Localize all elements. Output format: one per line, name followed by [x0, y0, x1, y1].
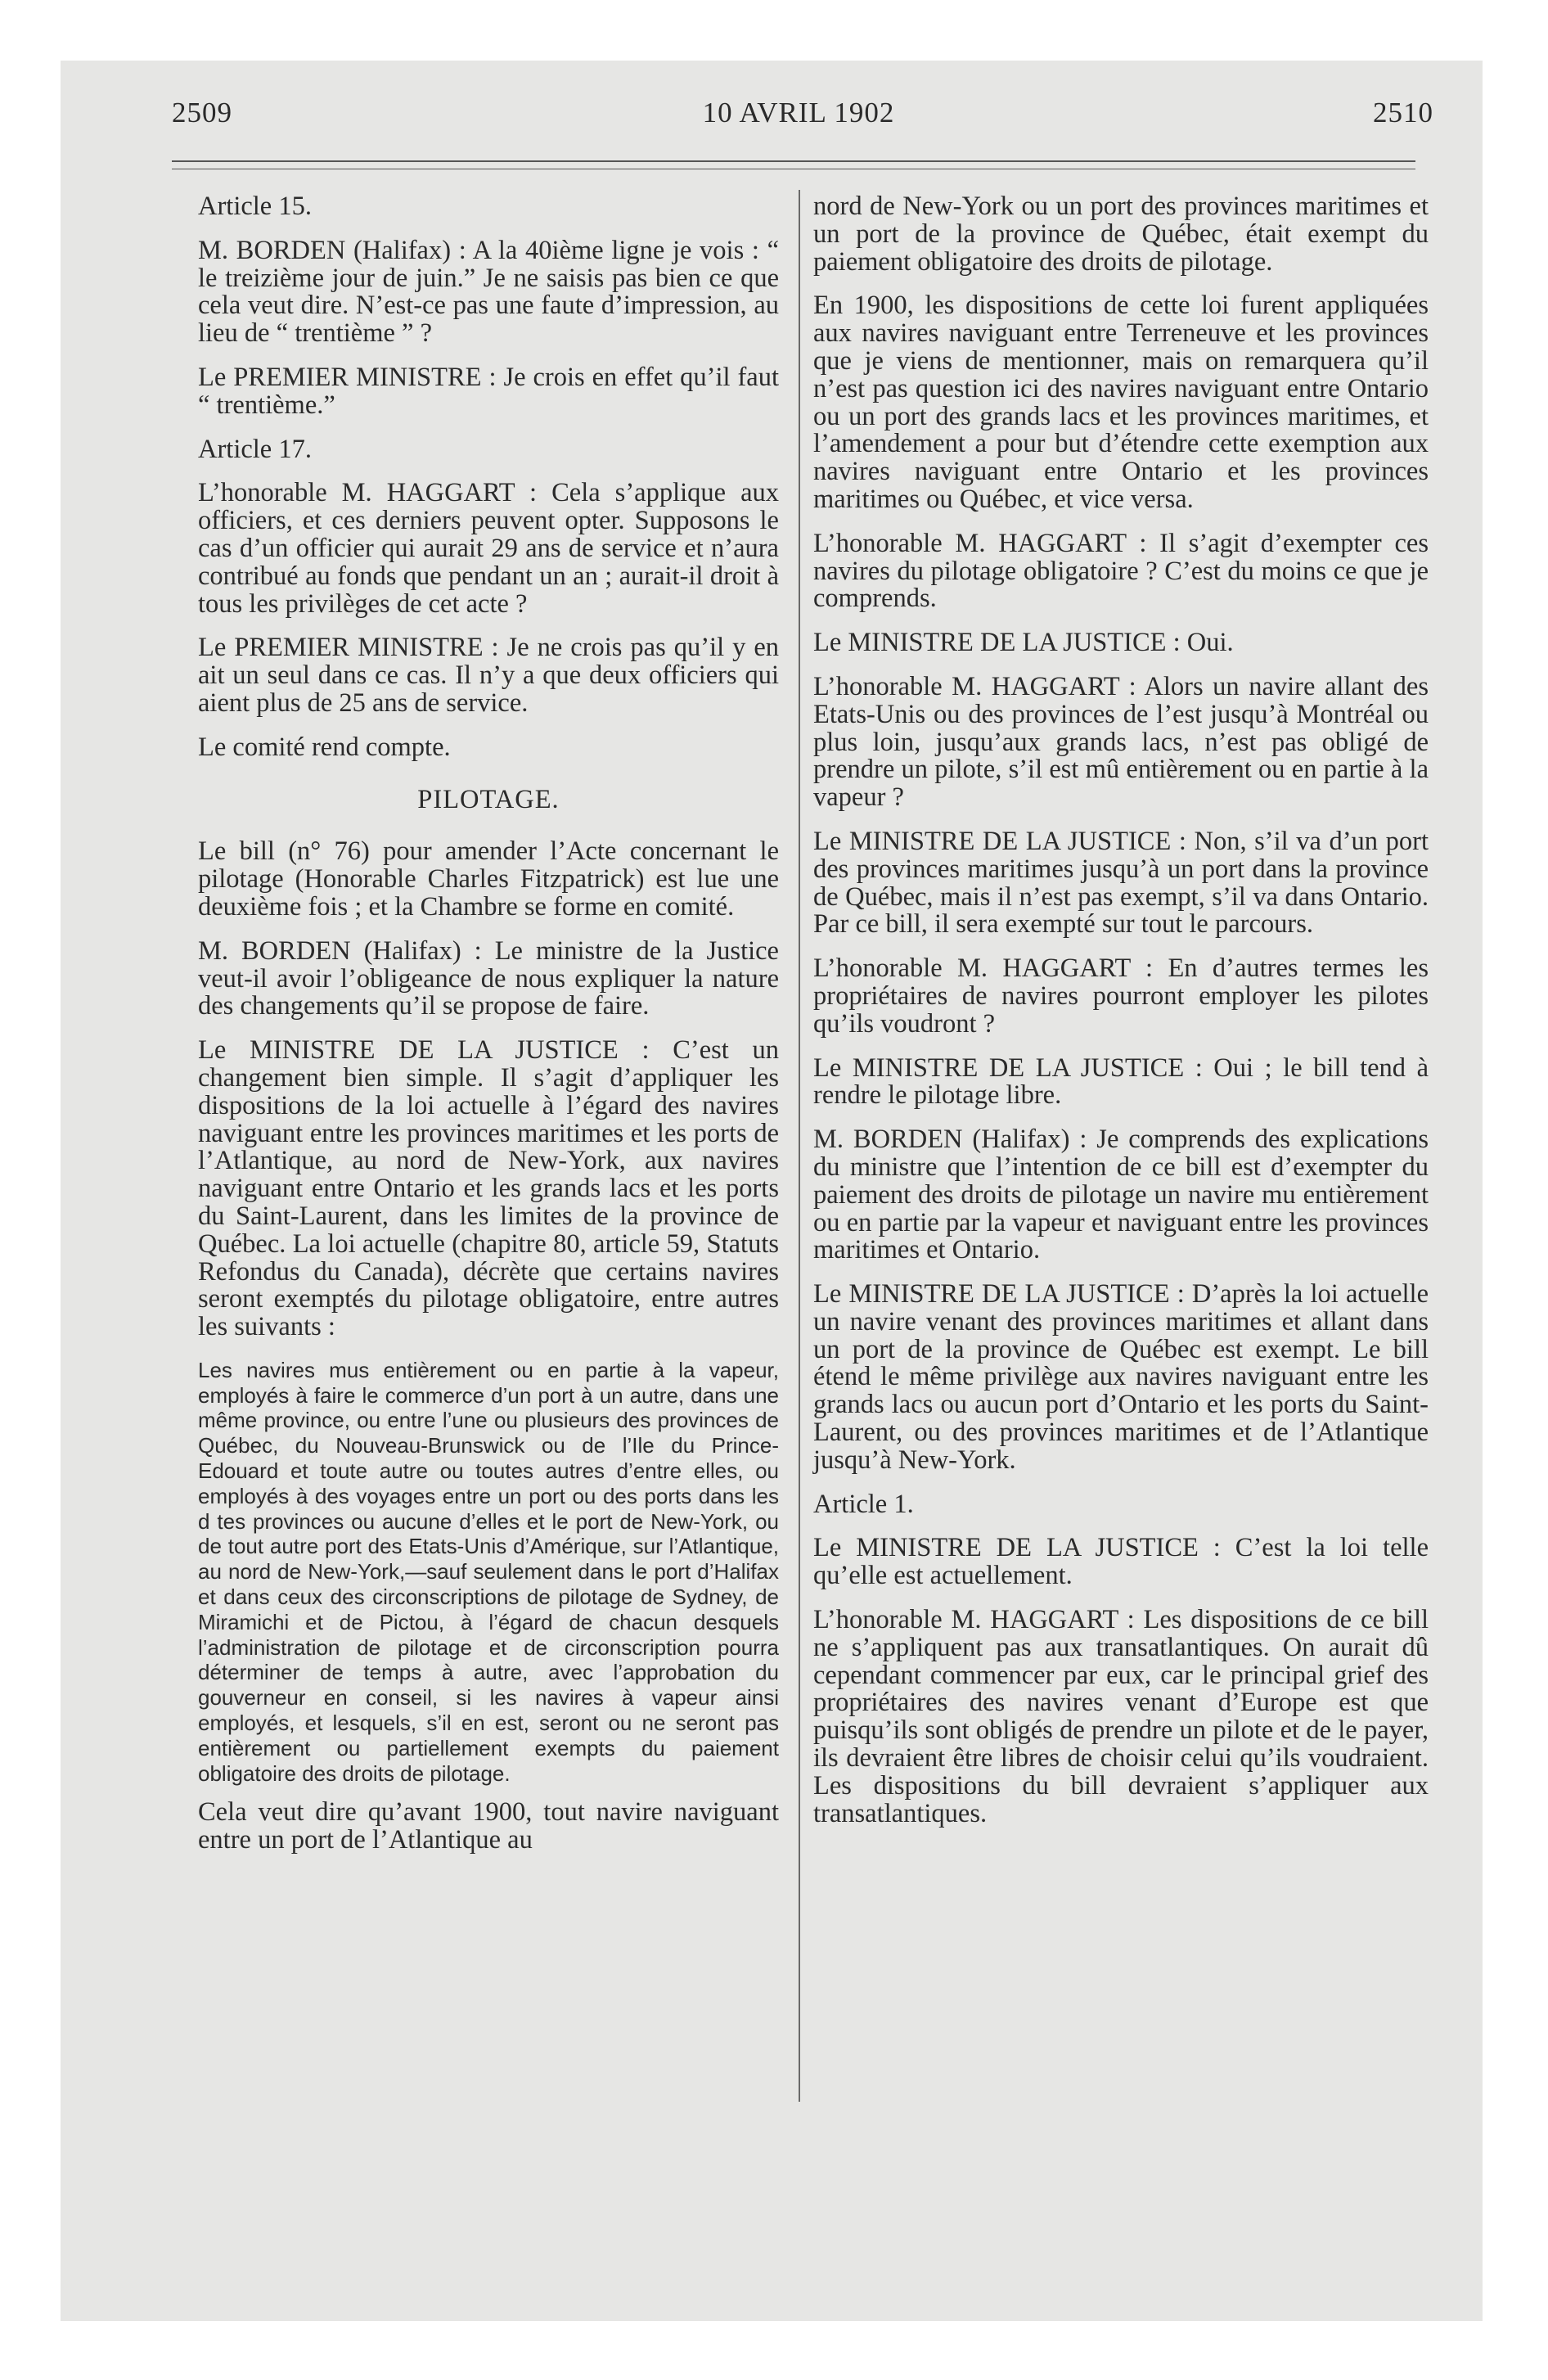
paragraph: Le MINISTRE DE LA JUSTICE : C’est la loi telle qu’elle est actuellement.	[813, 1533, 1429, 1591]
column-divider	[799, 190, 800, 2102]
paragraph: Le MINISTRE DE LA JUSTICE : Oui.	[813, 628, 1234, 658]
paragraph: Le MINISTRE DE LA JUSTICE : D’après la loi actuelle un navire venant des provinces maritimes et allant dans un port de la province de Québec est exempt. Le bill étend le même privilège aux navires naviguant entre les grands lacs ou aucun port d’Ontario et les ports du Saint-Laurent, ou des provinces maritimes et de l’Atlantique jusqu’à New-York.	[813, 1279, 1429, 1475]
paragraph: M. BORDEN (Halifax) : Je comprends des explications du ministre que l’intention de ce bill est d’exempter du paiement des droits de pilotage un navire mu entièrement ou en partie par la vapeur et naviguant entre les provinces maritimes et Ontario.	[813, 1125, 1429, 1265]
paragraph: Le bill (n° 76) pour amender l’Acte concernant le pilotage (Honorable Charles Fitzpatrick) est lue une deuxième fois ; et la Chambre se forme en comité.	[198, 836, 779, 922]
paragraph: Le MINISTRE DE LA JUSTICE : C’est un changement bien simple. Il s’agit d’appliquer les dispositions de la loi actuelle à l’égard des navires naviguant entre les provinces maritimes et les ports de l’Atlantique, au nord de New-York, aux navires naviguant entre Ontario et les grands lacs et les ports du Saint-Laurent, dans les limites de la province de Québec. La loi actuelle (chapitre 80, article 59, Statuts Refondus du Canada), décrète que certains navires seront exemptés du pilotage obligatoire, entre autres les suivants :	[198, 1035, 779, 1342]
article-heading: Article 17.	[198, 434, 312, 464]
header-date: 10 AVRIL 1902	[702, 97, 895, 128]
paragraph: L’honorable M. HAGGART : Alors un navire allant des Etats-Unis ou des provinces de l’est jusqu’à Montréal ou plus loin, jusqu’aux grands lacs, n’est pas obligé de prendre un pilote, s’il est mû entièrement ou en partie à la vapeur ?	[813, 671, 1429, 813]
page-number-right: 2510	[1373, 97, 1433, 128]
article-heading: Article 15.	[198, 192, 312, 221]
running-header	[164, 97, 1433, 137]
paragraph: L’honorable M. HAGGART : En d’autres termes les propriétaires de navires pourront employer les pilotes qu’ils voudront ?	[813, 953, 1429, 1039]
statute-quote: Les navires mus entièrement ou en partie à la vapeur, employés à faire le commerce d’un port à un autre, dans une même province, ou entre l’une ou plusieurs des provinces de Québec, du Nouveau-Brunswick ou de l’Ile du Prince-Edouard et toute autre ou toutes autres d’entre elles, ou employés à des voyages entre un port ou des ports dans les d tes provinces ou aucune d’elles et le port de New-York, ou de tout autre port des Etats-Unis d’Amérique, sur l’Atlantique, au nord de New-York,—sauf seulement dans le port d’Halifax et dans ceux des circonscriptions de pilotage de Sydney, de Miramichi et de Pictou, à l’égard de chacun desquels l’administration de pilotage et de circonscription pourra déterminer de temps à autre, avec l’approbation du gouverneur en conseil, si les navires à vapeur ainsi employés, et lesquels, s’il en est, seront ou ne seront pas entièrement ou partiellement exempts du paiement obligatoire des droits de pilotage.	[198, 1357, 779, 1786]
paragraph: Le PREMIER MINISTRE : Je crois en effet qu’il faut “ trentième.”	[198, 362, 779, 420]
section-title: PILOTAGE.	[417, 784, 560, 814]
paragraph: L’honorable M. HAGGART : Il s’agit d’exempter ces navires du pilotage obligatoire ? C’est du moins ce que je comprends.	[813, 528, 1429, 614]
paragraph: Le PREMIER MINISTRE : Je ne crois pas qu’il y en ait un seul dans ce cas. Il n’y a que deux officiers qui aient plus de 25 ans de service.	[198, 633, 779, 718]
paragraph: nord de New-York ou un port des provinces maritimes et un port de la province de Québec, était exempt du paiement obligatoire des droits de pilotage.	[813, 192, 1429, 277]
paragraph: Le MINISTRE DE LA JUSTICE : Oui ; le bill tend à rendre le pilotage libre.	[813, 1053, 1429, 1111]
page-number-left: 2509	[172, 97, 232, 128]
left-column	[198, 193, 779, 1871]
header-rule	[172, 160, 1415, 162]
paragraph: En 1900, les dispositions de cette loi furent appliquées aux navires naviguant entre Terreneuve et les provinces que je viens de mentionner, mais on remarquera qu’il n’est pas question ici des navires naviguant entre Ontario ou un port des grands lacs et les provinces maritimes, et l’amendement a pour but d’étendre cette exemption aux navires naviguant entre Ontario et les provinces maritimes ou Québec, et vice versa.	[813, 291, 1429, 514]
paragraph: L’honorable M. HAGGART : Cela s’applique aux officiers, et ces derniers peuvent opter. Supposons le cas d’un officier qui aurait 29 ans de service et n’aura contribué au fonds que pendant un an ; aurait-il droit à tous les privilèges de cet acte ?	[198, 478, 779, 619]
paragraph: L’honorable M. HAGGART : Les dispositions de ce bill ne s’appliquent pas aux transatlantiques. On aurait dû cependant commencer par eux, car le principal grief des propriétaires des navires venant d’Europe est que puisqu’ils sont obligés de prendre un pilote et de le payer, ils devraient être libres de choisir celui qu’ils voudraient. Les dispositions du bill devraient s’appliquer aux transatlantiques.	[813, 1605, 1429, 1828]
paragraph: M. BORDEN (Halifax) : Le ministre de la Justice veut-il avoir l’obligeance de nous expliquer la nature des changements qu’il se propose de faire.	[198, 935, 779, 1021]
paragraph: Le comité rend compte.	[198, 732, 451, 762]
right-column	[813, 193, 1429, 1844]
paragraph: Cela veut dire qu’avant 1900, tout navire naviguant entre un port de l’Atlantique au	[198, 1797, 779, 1855]
paragraph: Le MINISTRE DE LA JUSTICE : Non, s’il va d’un port des provinces maritimes jusqu’à un port dans la province de Québec, mais il n’est pas exempt, s’il va dans Ontario. Par ce bill, il sera exempté sur tout le parcours.	[813, 826, 1429, 940]
paragraph: M. BORDEN (Halifax) : A la 40ième ligne je vois : “ le treizième jour de juin.” Je ne saisis pas bien ce que cela veut dire. N’est-ce pas une faute d’impression, au lieu de “ trentième ” ?	[198, 235, 779, 349]
article-heading: Article 1.	[813, 1489, 914, 1519]
